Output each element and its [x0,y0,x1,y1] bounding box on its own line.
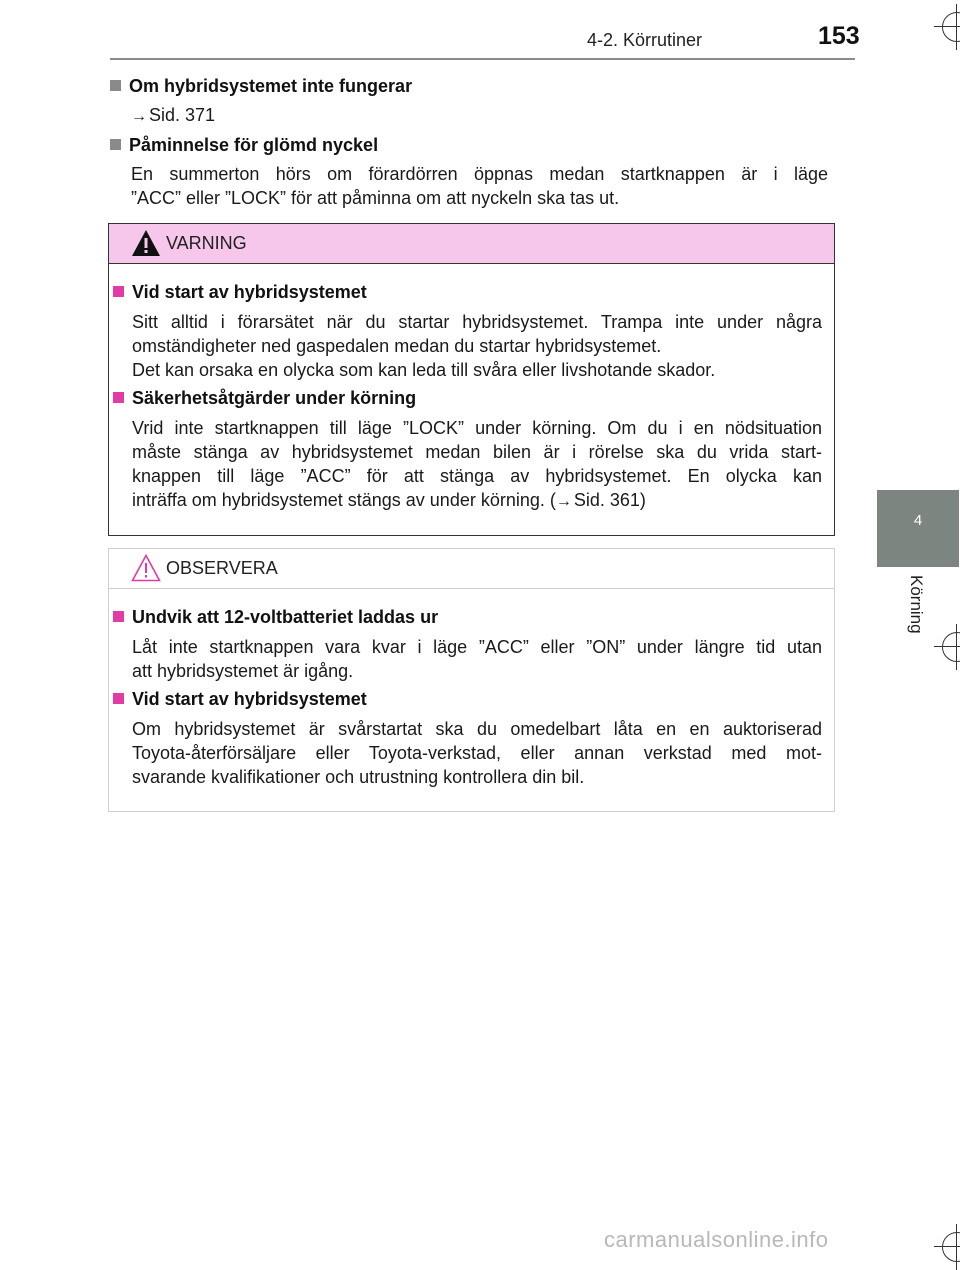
watermark: carmanualsonline.info [604,1227,829,1252]
notice-box [108,548,835,812]
warning-box [108,223,835,536]
warning-text-line: måste stänga av hybridsystemet medan bilen är i rörelse ska du vrida start- [132,442,822,462]
square-bullet-icon [113,693,124,704]
crop-mark-icon [942,1232,960,1262]
warning-heading: Vid start av hybridsystemet [113,282,367,303]
intro-text-line: ”ACC” eller ”LOCK” för att påminna om att nyckeln ska tas ut. [131,188,620,208]
warning-text-line: knappen till läge ”ACC” för att stänga av hybridsystemet. En olycka kan [132,466,822,486]
chapter-number: 4 [913,512,923,529]
warning-text-line: omständigheter ned gaspedalen medan du startar hybridsystemet. [132,336,662,356]
square-bullet-icon [113,286,124,297]
chapter-label: Körning [907,575,926,634]
section-title: 4-2. Körrutiner [587,30,703,50]
intro-heading: Om hybridsystemet inte fungerar [110,76,412,97]
notice-text-line: att hybridsystemet är igång. [132,661,354,681]
arrow-right-icon: → [131,108,147,125]
crop-mark-icon [942,12,960,42]
notice-box-header [109,549,834,589]
warning-label: VARNING [166,233,247,253]
warning-text-line: Det kan orsaka en olycka som kan leda till svåra eller livshotande skador. [132,360,716,380]
warning-box-header [109,224,834,264]
notice-text-line: Låt inte startknappen vara kvar i läge ”ACC” eller ”ON” under längre tid utan [132,637,822,657]
warning-heading: Säkerhetsåtgärder under körning [113,388,416,409]
notice-text-line: svarande kvalifikationer och utrustning kontrollera din bil. [132,767,585,787]
warning-triangle-icon [131,229,161,257]
intro-heading: Påminnelse för glömd nyckel [110,135,378,156]
notice-text-line: Om hybridsystemet är svårstartat ska du omedelbart låta en en auktoriserad [132,719,822,739]
square-bullet-icon [110,139,121,150]
square-bullet-icon [110,80,121,91]
chapter-tab [877,490,959,567]
intro-reference: → Sid. 371 [131,105,216,125]
notice-label: OBSERVERA [166,558,278,578]
notice-heading: Undvik att 12-voltbatteriet laddas ur [113,607,438,628]
header-divider [110,58,855,60]
square-bullet-icon [113,392,124,403]
page-number: 153 [818,22,860,50]
warning-text-line: inträffa om hybridsystemet stängs av under körning. (→ Sid. 361) [132,490,646,510]
crop-mark-icon [942,632,960,662]
warning-text-line: Vrid inte startknappen till läge ”LOCK” under körning. Om du i en nödsituation [132,418,822,438]
arrow-right-icon: → [555,493,572,510]
notice-heading: Vid start av hybridsystemet [113,689,367,710]
notice-text-line: Toyota-återförsäljare eller Toyota-verkstad, eller annan verkstad med mot- [132,743,822,763]
caution-triangle-icon [131,554,161,582]
warning-text-line: Sitt alltid i förarsätet när du startar hybridsystemet. Trampa inte under några [132,312,822,332]
square-bullet-icon [113,611,124,622]
intro-text-line: En summerton hörs om förardörren öppnas medan startknappen är i läge [131,164,828,184]
